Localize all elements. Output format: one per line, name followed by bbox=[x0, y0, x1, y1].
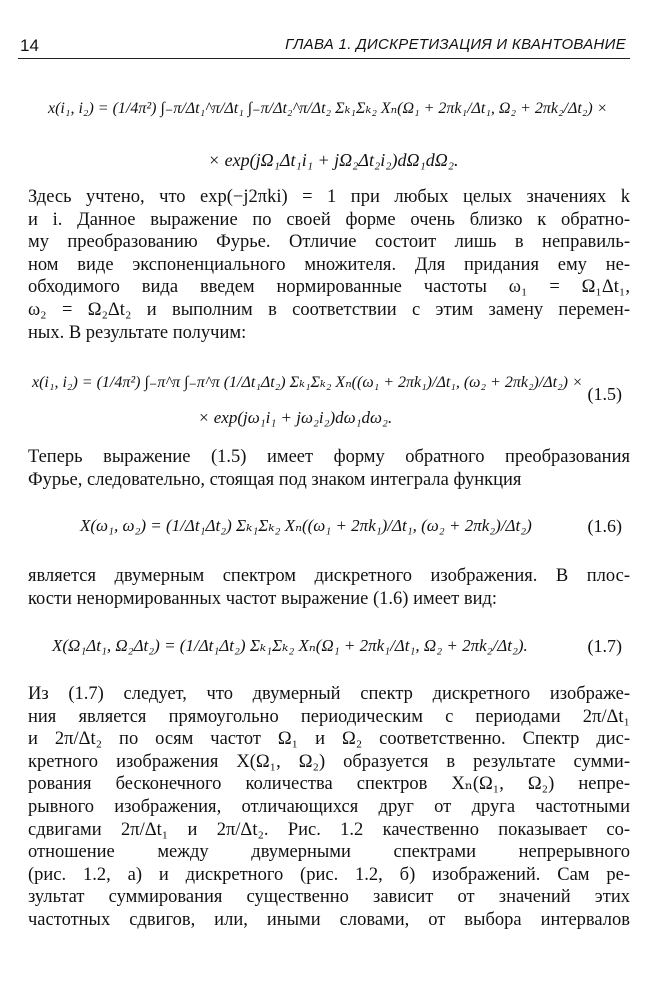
formula-1-6 bbox=[18, 500, 642, 560]
text-line: рования бесконечного количества спектров Xₙ(Ω₁, Ω₂) непре- bbox=[28, 774, 630, 795]
text-line: му преобразованию Фурье. Отличие состоит лишь в неправиль- bbox=[28, 232, 630, 253]
text-line: ных. В результате получим: bbox=[28, 322, 247, 343]
text-line: Из (1.7) следует, что двумерный спектр дискретного изображе- bbox=[28, 684, 630, 704]
text-line: Теперь выражение (1.5) имеет форму обратного преобразования bbox=[28, 447, 630, 467]
text-line: кости ненормированных частот выражение (1.6) имеет вид: bbox=[28, 588, 498, 609]
text-line: ния является прямоугольно периодическим с периодами 2π/Δt₁ bbox=[28, 706, 630, 727]
formula-line: × exp(jΩ₁Δt₁i₁ + jΩ₂Δt₂i₂)dΩ₁dΩ₂. bbox=[208, 150, 459, 170]
text-line: рывного изображения, отличающихся друг от друга частотными bbox=[28, 796, 630, 817]
running-header bbox=[18, 34, 630, 59]
text-line: зультат суммирования существенно зависит от значений этих bbox=[28, 887, 630, 908]
page-number: 14 bbox=[20, 36, 39, 55]
paragraph bbox=[28, 446, 630, 491]
formula-inverse-transform bbox=[18, 76, 642, 186]
text-line: отношение между двумерными спектрами непрерывного bbox=[28, 842, 630, 863]
formula-line: X(Ω₁Δt₁, Ω₂Δt₂) = (1/Δt₁Δt₂) Σₖ₁Σₖ₂ Xₙ(Ω₁ + 2πk₁/Δt₁, Ω₂ + 2πk₂/Δt₂). bbox=[52, 636, 528, 655]
text-line: Фурье, следовательно, стоящая под знаком интеграла функция bbox=[28, 469, 522, 490]
paragraph bbox=[28, 186, 630, 344]
formula-line: x(i₁, i₂) = (1/4π²) ∫₋π^π ∫₋π^π (1/Δt₁Δt₂) Σₖ₁Σₖ₂ Xₙ((ω₁ + 2πk₁)/Δt₁, (ω₂ + 2πk₂)/Δt₂) × bbox=[32, 374, 583, 391]
equation-number: (1.7) bbox=[587, 636, 622, 656]
paragraph bbox=[28, 683, 630, 932]
text-line: частотных сдвигов, или, иными словами, от выбора интервалов bbox=[28, 909, 630, 930]
formula-line: × exp(jω₁i₁ + jω₂i₂)dω₁dω₂. bbox=[198, 408, 393, 427]
formula-1-7 bbox=[18, 618, 642, 678]
text-line: сдвигами 2π/Δt₁ и 2π/Δt₂. Рис. 1.2 качественно показывает со- bbox=[28, 819, 630, 840]
text-line: кретного изображения X(Ω₁, Ω₂) образуется в результате сумми- bbox=[28, 751, 630, 772]
text-line: обходимого вида введем нормированные частоты ω₁ = Ω₁Δt₁, bbox=[28, 277, 630, 298]
text-line: (рис. 1.2, а) и дискретного (рис. 1.2, б) изображений. Сам ре- bbox=[28, 864, 630, 885]
formula-line: x(i₁, i₂) = (1/4π²) ∫₋π/Δt₁^π/Δt₁ ∫₋π/Δt₂^π/Δt₂ Σₖ₁Σₖ₂ Xₙ(Ω₁ + 2πk₁/Δt₁, Ω₂ + 2πk₂/Δt₂) × bbox=[48, 100, 608, 117]
chapter-title: ГЛАВА 1. ДИСКРЕТИЗАЦИЯ И КВАНТОВАНИЕ bbox=[285, 36, 626, 53]
equation-number: (1.5) bbox=[587, 384, 622, 404]
text-line: и i. Данное выражение по своей форме очень близко к обратно- bbox=[28, 209, 630, 230]
formula-1-5 bbox=[18, 362, 642, 438]
text-line: ном виде экспоненциального множителя. Для придания ему не- bbox=[28, 254, 630, 275]
text-line: является двумерным спектром дискретного изображения. В плос- bbox=[28, 566, 630, 586]
formula-line: X(ω₁, ω₂) = (1/Δt₁Δt₂) Σₖ₁Σₖ₂ Xₙ((ω₁ + 2πk₁)/Δt₁, (ω₂ + 2πk₂)/Δt₂) bbox=[80, 516, 532, 535]
text-line: и 2π/Δt₂ по осям частот Ω₁ и Ω₂ соответственно. Спектр дис- bbox=[28, 729, 630, 750]
text-line: Здесь учтено, что exp(−j2πki) = 1 при любых целых значениях k bbox=[28, 187, 630, 207]
text-line: ω₂ = Ω₂Δt₂ и выполним в соответствии с этим замену перемен- bbox=[28, 299, 630, 320]
equation-number: (1.6) bbox=[587, 516, 622, 536]
paragraph bbox=[28, 565, 630, 610]
